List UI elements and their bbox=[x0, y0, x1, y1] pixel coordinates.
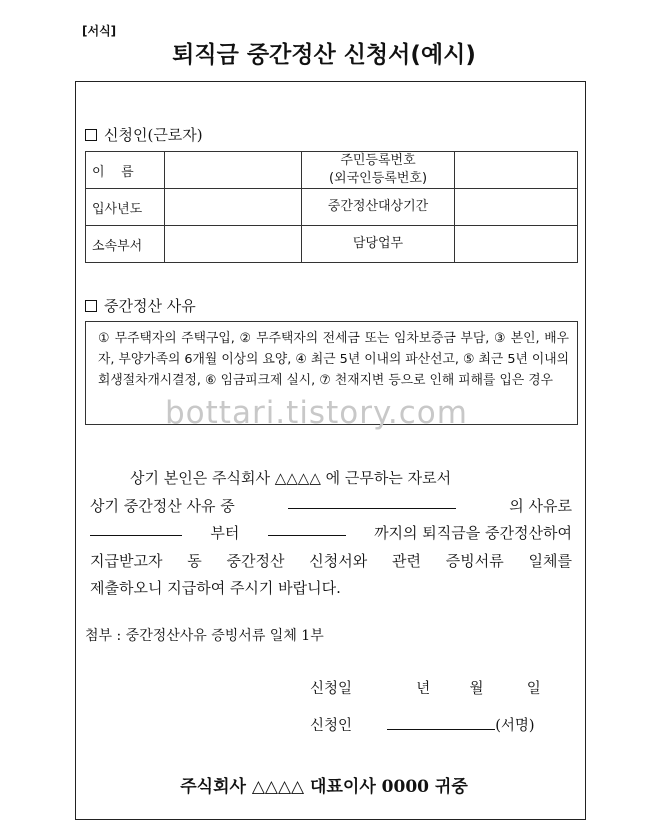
department-field[interactable] bbox=[165, 226, 302, 263]
table-row bbox=[86, 189, 578, 226]
day-label: 일 bbox=[526, 681, 541, 697]
statement-line bbox=[90, 465, 572, 493]
request-statement bbox=[90, 465, 572, 603]
statement-line bbox=[90, 493, 572, 521]
duty-field[interactable] bbox=[455, 226, 578, 263]
table-row bbox=[86, 152, 578, 189]
statement-text: 까지의 퇴직금을 중간정산하여 bbox=[374, 524, 572, 542]
applicant-heading bbox=[85, 124, 203, 145]
statement-text: 부터 bbox=[210, 524, 240, 542]
page-title: 퇴직금 중간정산 신청서(예시) bbox=[172, 42, 476, 68]
statement-line bbox=[90, 575, 572, 603]
settlement-period-label: 중간정산대상기간 bbox=[302, 189, 455, 226]
recipient-footer: 주식회사 △△△△ 대표이사 0000 귀중 bbox=[180, 777, 468, 797]
name-field[interactable] bbox=[165, 152, 302, 189]
application-date bbox=[310, 677, 541, 698]
reason-text: ① 무주택자의 주택구입, ② 무주택자의 전세금 또는 임차보증금 부담, ③ 본인, 배우자, 부양가족의 6개월 이상의 요양, ④ 최근 5년 이내의 파산선고, ⑤ 최근 5년 이내의 회생절차개시결정, ⑥ 임금피크제 실시, ⑦ 천재지변 등으로 인해 피해를 입은 경우 bbox=[98, 331, 569, 388]
statement-line-text: 상기 본인은 주식회사 △△△△ 에 근무하는 자로서 bbox=[130, 469, 452, 487]
duty-label: 담당업무 bbox=[302, 226, 455, 263]
applicant-signature bbox=[310, 714, 535, 735]
end-date-blank[interactable] bbox=[268, 520, 346, 536]
sign-label: 신청인 bbox=[310, 718, 353, 734]
start-date-blank[interactable] bbox=[90, 520, 182, 536]
department-label: 소속부서 bbox=[86, 226, 165, 263]
checkbox-icon[interactable] bbox=[85, 129, 97, 141]
watermark: bottari.tistory.com bbox=[165, 395, 468, 431]
date-label: 신청일 bbox=[310, 681, 353, 697]
applicant-table bbox=[85, 151, 578, 263]
form-tag: [서식] bbox=[82, 24, 117, 38]
settlement-period-field[interactable] bbox=[455, 189, 578, 226]
checkbox-icon[interactable] bbox=[85, 300, 97, 312]
statement-text: 의 사유로 bbox=[509, 496, 572, 515]
reason-box bbox=[85, 321, 578, 425]
month-label: 월 bbox=[469, 681, 484, 697]
statement-line bbox=[90, 520, 572, 548]
join-year-label: 입사년도 bbox=[86, 189, 165, 226]
resident-number-label: 주민등록번호 (외국인등록번호) bbox=[302, 152, 455, 189]
resident-number-field[interactable] bbox=[455, 152, 578, 189]
signature-blank[interactable] bbox=[387, 714, 495, 730]
reason-heading bbox=[85, 295, 196, 316]
sign-suffix: (서명) bbox=[495, 718, 535, 734]
year-label: 년 bbox=[416, 681, 431, 697]
statement-line bbox=[90, 548, 572, 576]
reason-heading-label: 중간정산 사유 bbox=[104, 297, 196, 315]
statement-text: 상기 중간정산 사유 중 bbox=[90, 496, 235, 515]
attachment-note: 첨부 : 중간정산사유 증빙서류 일체 1부 bbox=[85, 628, 324, 644]
reason-blank[interactable] bbox=[288, 493, 456, 509]
table-row bbox=[86, 226, 578, 263]
statement-text: 제출하오니 지급하여 주시기 바랍니다. bbox=[90, 579, 341, 597]
applicant-heading-label: 신청인(근로자) bbox=[104, 126, 203, 144]
statement-text: 지급받고자 동 중간정산 신청서와 관련 증빙서류 일체를 bbox=[90, 551, 572, 570]
join-year-field[interactable] bbox=[165, 189, 302, 226]
name-label: 이 름 bbox=[86, 152, 165, 189]
